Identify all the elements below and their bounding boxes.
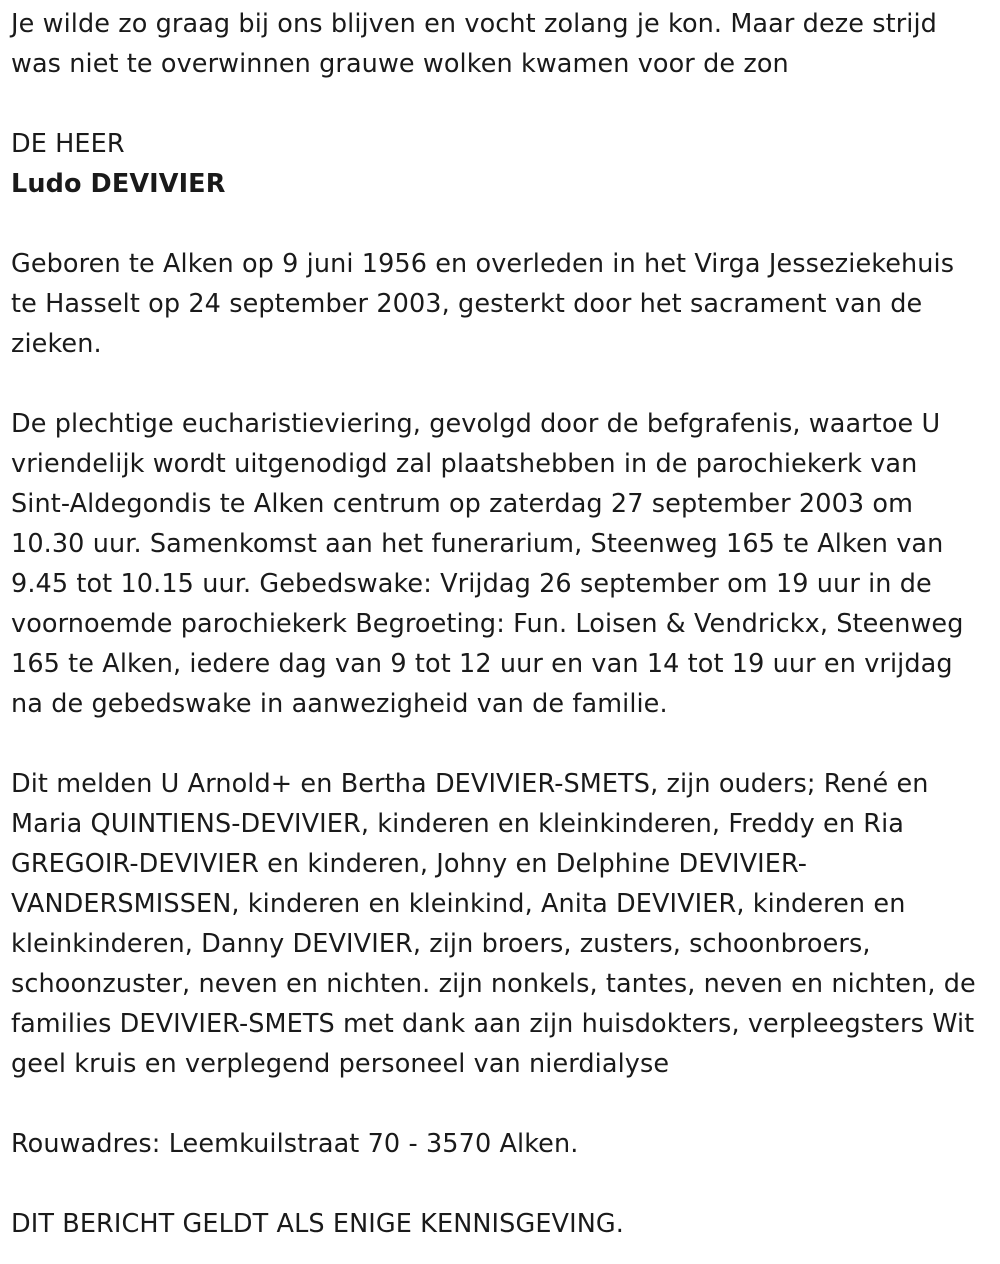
obituary-document — [11, 4, 981, 1244]
spacer — [11, 204, 981, 244]
birth-death-paragraph: Geboren te Alken op 9 juni 1956 en overleden in het Virga Jesseziekehuis te Hasselt op 24 september 2003, gesterkt door het sacrament van de zieken. — [11, 249, 955, 359]
spacer — [11, 724, 981, 764]
spacer — [11, 1084, 981, 1124]
motto-text: Je wilde zo graag bij ons blijven en vocht zolang je kon. Maar deze strijd was niet te overwinnen grauwe wolken kwamen voor de zon — [11, 9, 937, 79]
ceremony-paragraph: De plechtige eucharistieviering, gevolgd door de befgrafenis, waartoe U vriendelijk wordt uitgenodigd zal plaatshebben in de parochiekerk van Sint-Aldegondis te Alken centrum op zaterdag 27 september 2003 om 10.30 uur. Samenkomst aan het funerarium, Steenweg 165 te Alken van 9.45 tot 10.15 uur. Gebedswake: Vrijdag 26 september om 19 uur in de voornoemde parochiekerk Begroeting: Fun. Loisen & Vendrickx, Steenweg 165 te Alken, iedere dag van 9 tot 12 uur en van 14 tot 19 uur en vrijdag na de gebedswake in aanwezigheid van de familie. — [11, 409, 964, 719]
deceased-name: Ludo DEVIVIER — [11, 169, 226, 199]
family-paragraph: Dit melden U Arnold+ en Bertha DEVIVIER-SMETS, zijn ouders; René en Maria QUINTIENS-DEVIVIER, kinderen en kleinkinderen, Freddy en Ria GREGOIR-DEVIVIER en kinderen, Johny en Delphine DEVIVIER-VANDERSMISSEN, kinderen en kleinkind, Anita DEVIVIER, kinderen en kleinkinderen, Danny DEVIVIER, zijn broers, zusters, schoonbroers, schoonzuster, neven en nichten. zijn nonkels, tantes, neven en nichten, de families DEVIVIER-SMETS met dank aan zijn huisdokters, verpleegsters Wit geel kruis en verplegend personeel van nierdialyse — [11, 769, 976, 1079]
spacer — [11, 1164, 981, 1204]
notice-text: DIT BERICHT GELDT ALS ENIGE KENNISGEVING. — [11, 1209, 624, 1239]
spacer — [11, 84, 981, 124]
mourning-address: Rouwadres: Leemkuilstraat 70 - 3570 Alken. — [11, 1129, 579, 1159]
title-prefix: DE HEER — [11, 129, 125, 159]
spacer — [11, 364, 981, 404]
